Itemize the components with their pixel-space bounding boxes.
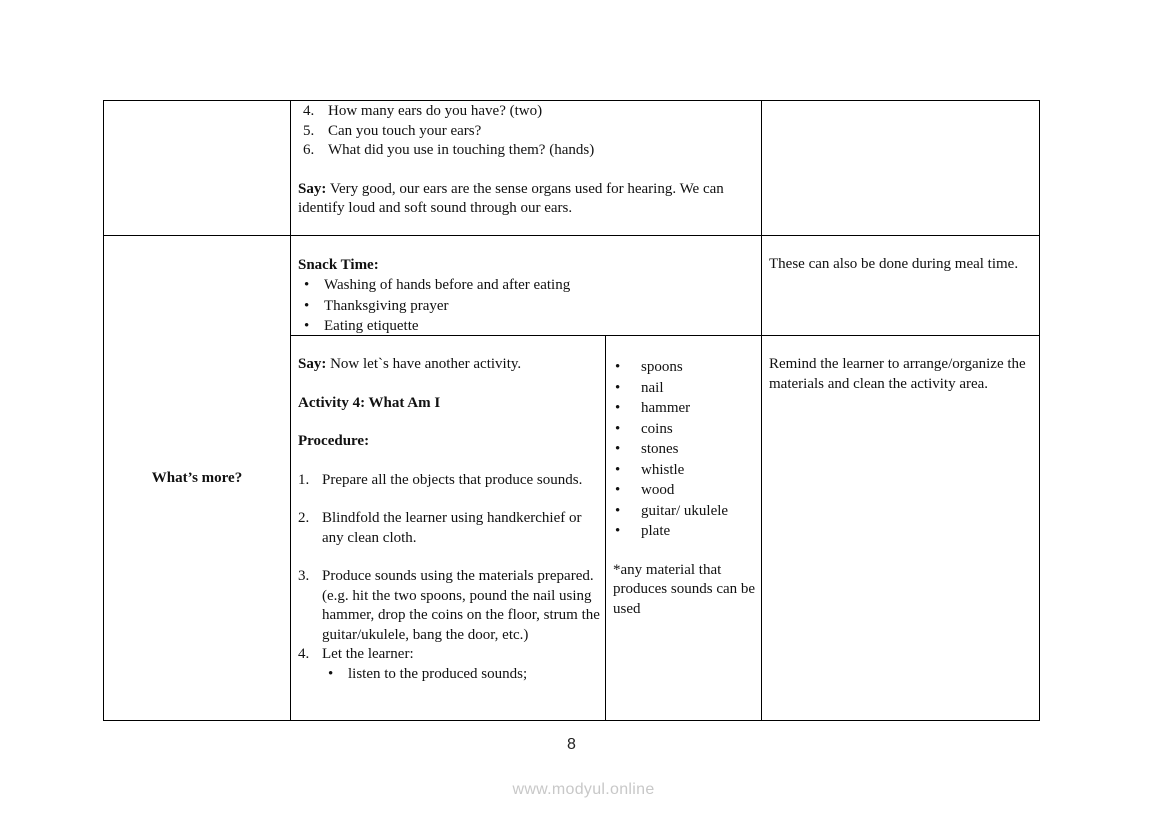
activity-cell [298,355,600,684]
snack-time-cell [298,255,758,337]
snack-time-title: Snack Time: [298,257,379,273]
activity-title: Activity 4: What Am I [298,394,441,411]
say-paragraph: Say: Very good, our ears are the sense organs used for hearing. We can identify loud and soft sound through our ears. [298,180,724,216]
list-item: • nail [613,378,759,399]
col-divider-1 [290,101,291,720]
materials-note: *any material that produces sounds can be used [613,561,756,617]
materials-cell [613,357,759,619]
bullet-icon: • [304,297,310,314]
list-item: 2. Blindfold the learner using handkerchief or any clean cloth. [298,510,582,546]
list-item: 4. Let the learner: [298,646,414,662]
snack-time-list [298,275,758,337]
list-item: 6. What did you use in touching them? (hands) [303,142,595,158]
col-divider-3 [761,101,762,720]
col-divider-2 [605,335,606,720]
list-item: • coins [613,419,759,440]
bullet-icon: • [615,523,621,539]
bullet-icon: • [304,277,310,293]
bullet-icon: • [304,318,310,334]
bullet-icon: • [615,379,621,396]
list-item: • plate [613,521,759,542]
bullet-icon: • [615,359,621,375]
bullet-icon: • [328,665,334,682]
snack-time-note: These can also be done during meal time. [769,256,1019,272]
section-label: What’s more? [151,470,243,486]
list-item: • wood [613,480,759,501]
list-item: 1. Prepare all the objects that produce sounds. [298,471,583,488]
lesson-plan-table [103,100,1040,721]
row-divider-1 [104,235,1039,236]
list-item: 3. Produce sounds using the materials prepared. (e.g. hit the two spoons, pound the nail using hammer, drop the coins on the floor, strum the guitar/ukulele, bang the door, etc.) [298,568,600,643]
list-item: • Washing of hands before and after eating [298,275,758,296]
list-item: • Thanksgiving prayer [298,296,758,317]
question-list [298,102,758,161]
procedure-steps [298,471,600,665]
list-item: • listen to the produced sounds; [322,665,600,685]
page-number: 8 [567,736,576,753]
list-item: • guitar/ ukulele [613,501,759,522]
list-item: • whistle [613,460,759,481]
list-item: 4. How many ears do you have? (two) [303,103,543,119]
bullet-icon: • [615,502,621,519]
list-item: 5. Can you touch your ears? [303,122,482,139]
list-item: • spoons [613,357,759,378]
watermark: www.modyul.online [512,781,655,798]
bullet-icon: • [615,441,621,457]
bullet-icon: • [615,482,621,498]
bullet-icon: • [615,461,621,478]
bullet-icon: • [615,420,621,437]
list-item: • stones [613,439,759,460]
list-item: • Eating etiquette [298,316,758,337]
materials-list [613,357,759,542]
activity-remark: Remind the learner to arrange/organize the materials and clean the activity area. [769,356,1026,392]
list-item: • hammer [613,398,759,419]
procedure-label: Procedure: [298,433,370,449]
say-paragraph: Say: Now let`s have another activity. [298,356,522,372]
step4-sub-list [322,665,600,685]
bullet-icon: • [615,400,621,416]
row1-content-cell [298,102,758,219]
